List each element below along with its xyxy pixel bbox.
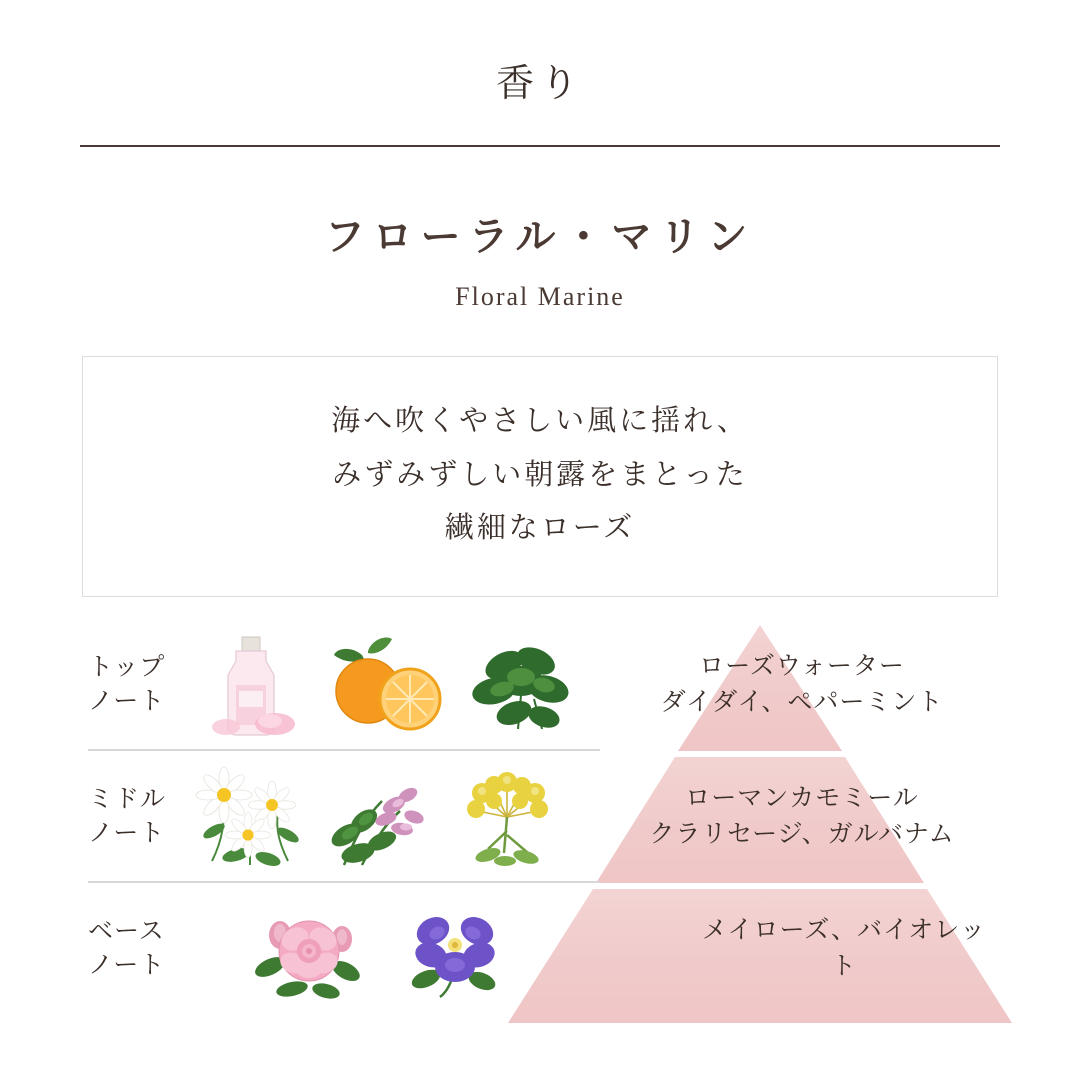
note-label-line1: ベース bbox=[88, 918, 165, 946]
note-row-top bbox=[88, 623, 992, 747]
scent-name-en: Floral Marine bbox=[455, 282, 625, 311]
chamomile-flower-icon bbox=[192, 761, 310, 873]
note-label-line2: ノート bbox=[88, 687, 166, 715]
note-label-line1: トップ bbox=[88, 654, 166, 682]
note-label-middle bbox=[88, 783, 192, 851]
note-label-line2: ノート bbox=[88, 951, 166, 979]
note-row-divider bbox=[88, 881, 600, 883]
fragrance-pyramid bbox=[0, 615, 1080, 1023]
note-row-divider bbox=[88, 749, 600, 751]
description-line: 海へ吹くやさしい風に揺れ、 bbox=[331, 405, 749, 437]
note-text-line: ローズウォーター bbox=[699, 652, 905, 680]
violet-flower-icon bbox=[396, 893, 514, 1005]
note-text-line: メイローズ、バイオレット bbox=[701, 916, 986, 980]
note-label-line2: ノート bbox=[88, 819, 166, 847]
note-label-top bbox=[88, 651, 192, 719]
scent-description-box bbox=[82, 356, 998, 597]
peppermint-leaf-icon bbox=[464, 629, 582, 741]
title-divider bbox=[80, 145, 1000, 147]
note-text-middle bbox=[612, 781, 992, 854]
description-line: 繊細なローズ bbox=[444, 512, 636, 545]
clary-sage-icon bbox=[320, 761, 438, 873]
rose-water-bottle-icon bbox=[192, 629, 310, 741]
description-line: みずみずしい朝露をまとった bbox=[332, 458, 748, 491]
note-text-line: ダイダイ、ペパーミント bbox=[660, 688, 944, 716]
may-rose-icon bbox=[250, 893, 368, 1005]
note-text-line: クラリセージ、ガルバナム bbox=[649, 820, 955, 848]
note-text-base bbox=[670, 913, 992, 986]
note-text-top bbox=[612, 649, 992, 722]
page-title: 香り bbox=[495, 63, 584, 105]
note-icons-base bbox=[192, 890, 670, 1008]
note-row-base bbox=[88, 887, 992, 1011]
galbanum-flower-icon bbox=[448, 761, 566, 873]
orange-fruit-icon bbox=[328, 629, 446, 741]
note-text-line: ローマンカモミール bbox=[685, 784, 919, 812]
note-label-line1: ミドル bbox=[88, 786, 167, 814]
note-icons-top bbox=[192, 626, 612, 744]
note-label-base bbox=[88, 915, 192, 983]
note-icons-middle bbox=[192, 758, 612, 876]
scent-name-ja: フローラル・マリン bbox=[324, 214, 756, 259]
note-row-middle bbox=[88, 755, 992, 879]
